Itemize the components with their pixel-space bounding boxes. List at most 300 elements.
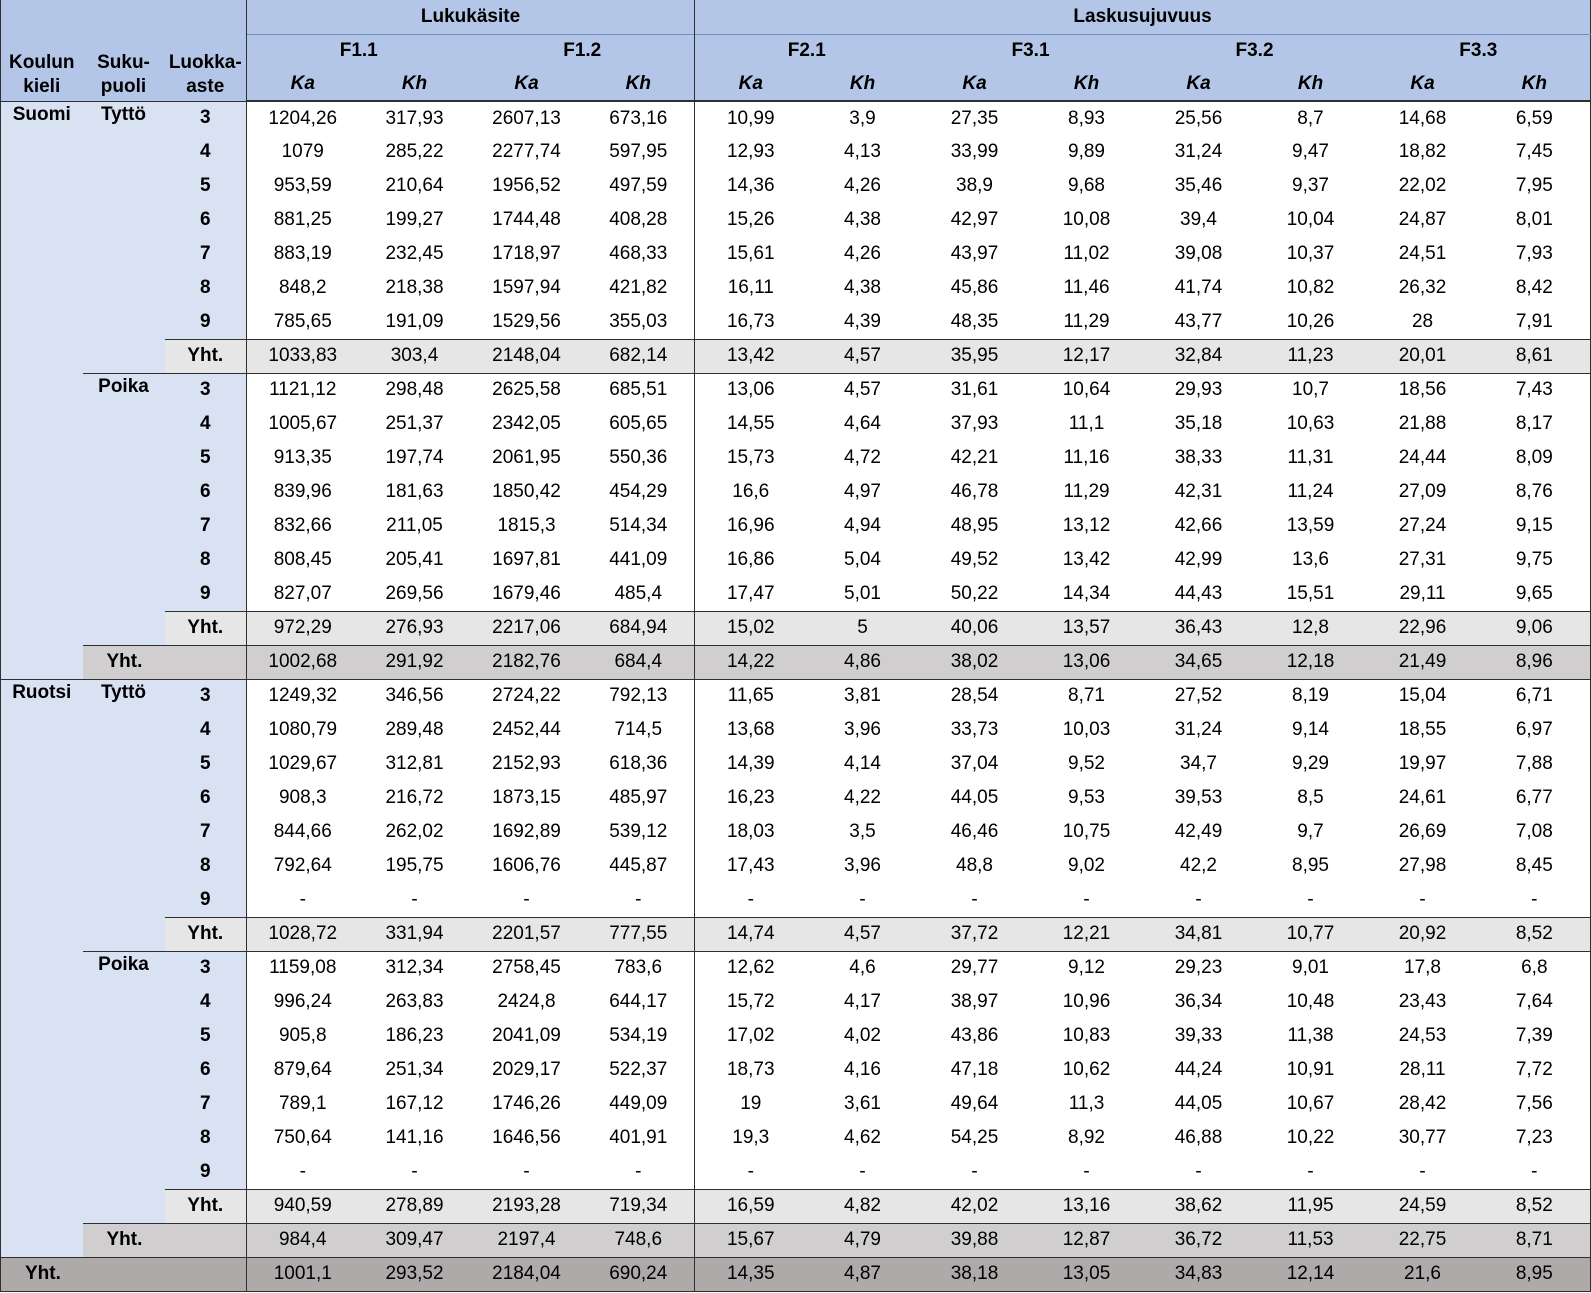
grade-cell: 4 (165, 135, 247, 169)
value-cell: 37,93 (950, 413, 999, 434)
value-cell: - (971, 888, 978, 910)
value-cell: 41,74 (1174, 277, 1223, 298)
grade-cell: 6 (165, 203, 247, 237)
value-cell: 13,68 (726, 719, 775, 740)
value-cell: 4,38 (844, 209, 881, 230)
value-cell: 49,64 (950, 1093, 999, 1114)
value-cell: 2607,13 (471, 101, 583, 135)
value-cell: 11,95 (1255, 1189, 1367, 1223)
value-cell: 4,94 (844, 515, 881, 536)
value-cell: 8,17 (1515, 413, 1553, 434)
value-cell: 10,91 (1286, 1059, 1335, 1080)
value-cell: 8,71 (1031, 679, 1143, 713)
header-grade-line1: Luokka- (168, 51, 242, 73)
value-cell: 312,34 (359, 951, 471, 985)
value-cell: 42,99 (1174, 549, 1223, 570)
table-row (1, 203, 1591, 237)
value-cell: 7,45 (1515, 141, 1553, 162)
value-cell: 2201,57 (471, 917, 583, 951)
value-cell: 4,87 (807, 1257, 919, 1291)
value-cell: 12,18 (1255, 645, 1367, 679)
value-cell: 1692,89 (492, 821, 561, 842)
value-cell: 684,4 (583, 645, 695, 679)
value-cell: 2193,28 (471, 1189, 583, 1223)
value-cell: 8,95 (1292, 855, 1329, 876)
header-grade (165, 0, 247, 101)
value-cell: 181,63 (385, 481, 444, 502)
value-cell: 38,18 (919, 1257, 1031, 1291)
value-cell: 13,12 (1062, 515, 1111, 536)
value-cell: 29,11 (1399, 582, 1446, 604)
value-cell: 42,66 (1174, 515, 1223, 536)
table-body (1, 101, 1591, 1291)
value-cell: 331,94 (359, 917, 471, 951)
value-cell: 7,95 (1515, 175, 1553, 196)
value-cell: 12,14 (1255, 1257, 1367, 1291)
value-cell: 211,05 (386, 515, 443, 536)
header-subtest-f3-3: F3.3 (1367, 34, 1591, 68)
value-cell: 4,62 (844, 1127, 881, 1148)
table-row (1, 815, 1591, 849)
value-cell: 15,72 (726, 991, 775, 1012)
value-cell: 26,69 (1398, 821, 1447, 842)
value-cell: 42,2 (1180, 855, 1217, 876)
value-cell: 8,96 (1479, 645, 1591, 679)
value-cell: 276,93 (359, 611, 471, 645)
value-cell: - (971, 1160, 978, 1182)
grade-cell: 7 (165, 815, 247, 849)
value-cell: 298,48 (359, 373, 471, 407)
value-cell: 1121,12 (247, 373, 359, 407)
language-total-row (1, 1223, 1591, 1257)
value-cell: 43,86 (950, 1025, 999, 1046)
value-cell: 1873,15 (492, 787, 561, 808)
value-cell: 35,46 (1174, 175, 1223, 196)
value-cell: - (1083, 888, 1090, 910)
value-cell: 9,53 (1068, 787, 1105, 808)
value-cell: 445,87 (583, 849, 695, 883)
value-cell: 24,51 (1398, 243, 1447, 264)
value-cell: 8,95 (1479, 1257, 1591, 1291)
value-cell: 827,07 (273, 582, 332, 604)
value-cell: 5,04 (844, 549, 881, 570)
table-row (1, 747, 1591, 781)
table-row (1, 271, 1591, 305)
subtotal-label: Yht. (165, 339, 247, 373)
value-cell: 293,52 (359, 1257, 471, 1291)
value-cell: 24,44 (1398, 447, 1447, 468)
value-cell: 251,34 (385, 1059, 444, 1080)
value-cell: 8,01 (1515, 209, 1553, 230)
table-row (1, 509, 1591, 543)
value-cell: 141,16 (385, 1127, 444, 1148)
value-cell: 497,59 (583, 169, 695, 203)
value-cell: 4,72 (844, 447, 881, 468)
value-cell: 8,42 (1515, 277, 1553, 298)
value-cell: 15,67 (695, 1223, 807, 1257)
value-cell: 42,21 (950, 447, 999, 468)
value-cell: 49,52 (950, 549, 999, 570)
value-cell: 984,4 (247, 1223, 359, 1257)
value-cell: 449,09 (583, 1087, 695, 1121)
value-cell: 48,8 (956, 855, 993, 876)
value-cell: 1029,67 (268, 753, 338, 774)
value-cell: 10,26 (1286, 310, 1335, 332)
value-cell: 16,23 (726, 787, 775, 808)
value-cell: 45,86 (950, 277, 999, 298)
header-group-lukukasite: Lukukäsite (247, 0, 695, 34)
value-cell: 13,05 (1031, 1257, 1143, 1291)
value-cell: 644,17 (583, 985, 695, 1019)
value-cell: 28 (1411, 310, 1434, 332)
value-cell: 16,11 (727, 277, 774, 298)
value-cell: 291,92 (359, 645, 471, 679)
value-cell: 2041,09 (492, 1025, 561, 1046)
value-cell: 11,31 (1287, 447, 1334, 468)
grade-cell: 8 (165, 1121, 247, 1155)
grade-cell: 9 (165, 1155, 247, 1189)
header-ka: Ka (695, 68, 807, 101)
value-cell: 1744,48 (492, 209, 561, 230)
value-cell: 3,61 (844, 1093, 881, 1114)
table-row (1, 305, 1591, 339)
value-cell: 8,5 (1297, 787, 1324, 808)
value-cell: 37,04 (950, 753, 999, 774)
value-cell: 13,42 (1062, 549, 1111, 570)
grade-cell: 7 (165, 237, 247, 271)
header-gender-line1: Suku- (97, 51, 150, 73)
value-cell: 205,41 (385, 549, 444, 570)
value-cell: 44,05 (1174, 1093, 1223, 1114)
value-cell: 9,02 (1068, 855, 1105, 876)
value-cell: 262,02 (385, 821, 444, 842)
value-cell: 20,92 (1367, 917, 1479, 951)
value-cell: 29,77 (919, 951, 1031, 985)
value-cell: 19 (740, 1093, 762, 1114)
value-cell: 15,61 (726, 243, 775, 264)
value-cell: 1718,97 (492, 243, 561, 264)
value-cell: 401,91 (583, 1121, 695, 1155)
value-cell: 1204,26 (247, 101, 359, 135)
value-cell: 6,77 (1515, 787, 1553, 808)
value-cell: 43,77 (1174, 310, 1223, 332)
value-cell: 16,73 (726, 310, 775, 332)
value-cell: 12,93 (726, 141, 775, 162)
value-cell: 783,6 (583, 951, 695, 985)
value-cell: - (747, 888, 754, 910)
value-cell: 28,42 (1398, 1093, 1447, 1114)
value-cell: 27,52 (1143, 679, 1255, 713)
value-cell: 522,37 (583, 1053, 695, 1087)
value-cell: 2758,45 (471, 951, 583, 985)
value-cell: 13,59 (1286, 515, 1335, 536)
table-row (1, 883, 1591, 917)
value-cell: 719,34 (583, 1189, 695, 1223)
value-cell: 1697,81 (492, 549, 561, 570)
value-cell: 4,6 (807, 951, 919, 985)
grade-cell: 5 (165, 441, 247, 475)
grade-cell: 8 (165, 849, 247, 883)
value-cell: 7,43 (1479, 373, 1591, 407)
subtotal-row (1, 339, 1591, 373)
value-cell: 12,87 (1031, 1223, 1143, 1257)
value-cell: 2342,05 (492, 413, 561, 434)
value-cell: 7,93 (1515, 243, 1553, 264)
value-cell: 1249,32 (247, 679, 359, 713)
header-group-laskusujuvuus: Laskusujuvuus (695, 0, 1591, 34)
value-cell: 2184,04 (471, 1257, 583, 1291)
grade-cell: 5 (165, 747, 247, 781)
language-total-label: Yht. (83, 1223, 247, 1257)
value-cell: 285,22 (385, 141, 444, 162)
value-cell: 9,65 (1515, 582, 1553, 604)
value-cell: 11,38 (1287, 1025, 1334, 1046)
value-cell: 1850,42 (492, 481, 561, 502)
value-cell: 2182,76 (471, 645, 583, 679)
value-cell: 15,04 (1367, 679, 1479, 713)
value-cell: 11,29 (1063, 310, 1110, 332)
value-cell: 539,12 (583, 815, 695, 849)
value-cell: 6,59 (1479, 101, 1591, 135)
value-cell: 441,09 (583, 543, 695, 577)
value-cell: 4,14 (844, 753, 881, 774)
value-cell: 485,97 (583, 781, 695, 815)
table-row (1, 951, 1591, 985)
value-cell: 38,62 (1143, 1189, 1255, 1223)
value-cell: 3,96 (844, 719, 881, 740)
value-cell: 10,04 (1286, 209, 1335, 230)
value-cell: - (583, 1155, 695, 1189)
subtotal-label: Yht. (165, 611, 247, 645)
grade-cell: 9 (165, 305, 247, 339)
value-cell: 4,17 (844, 991, 881, 1012)
value-cell: 4,57 (807, 917, 919, 951)
header-school-language-line2: kieli (23, 75, 61, 97)
value-cell: 1646,56 (492, 1127, 561, 1148)
value-cell: 10,48 (1286, 991, 1335, 1012)
table-row (1, 373, 1591, 407)
value-cell: 16,59 (695, 1189, 807, 1223)
value-cell: 42,49 (1174, 821, 1223, 842)
table-row (1, 577, 1591, 611)
language-total-label: Yht. (83, 645, 247, 679)
header-subtest-f1-1: F1.1 (247, 34, 471, 68)
value-cell: 15,51 (1286, 582, 1335, 604)
value-cell: 263,83 (385, 991, 444, 1012)
value-cell: 7,39 (1515, 1025, 1553, 1046)
table-header (1, 0, 1591, 101)
value-cell: 32,84 (1143, 339, 1255, 373)
value-cell: 197,74 (385, 447, 444, 468)
header-kh: Kh (1031, 68, 1143, 101)
value-cell: 1028,72 (247, 917, 359, 951)
header-ka: Ka (1367, 68, 1479, 101)
value-cell: 6,71 (1479, 679, 1591, 713)
value-cell: 14,74 (695, 917, 807, 951)
value-cell: 24,59 (1367, 1189, 1479, 1223)
value-cell: 10,77 (1255, 917, 1367, 951)
value-cell: - (1307, 1160, 1314, 1182)
value-cell: 210,64 (385, 175, 444, 196)
value-cell: 789,1 (278, 1093, 327, 1114)
value-cell: 43,97 (950, 243, 999, 264)
value-cell: 21,6 (1367, 1257, 1479, 1291)
value-cell: 35,18 (1174, 413, 1223, 434)
value-cell: 14,35 (695, 1257, 807, 1291)
value-cell: 10,83 (1062, 1025, 1111, 1046)
grade-cell: 4 (165, 407, 247, 441)
value-cell: 7,64 (1515, 991, 1553, 1012)
value-cell: 13,06 (1031, 645, 1143, 679)
value-cell: 27,35 (919, 101, 1031, 135)
subtotal-label: Yht. (165, 1189, 247, 1223)
value-cell: 191,09 (385, 310, 444, 332)
table-row (1, 135, 1591, 169)
value-cell: 50,22 (950, 582, 999, 604)
value-cell: 27,24 (1398, 515, 1447, 536)
table-row (1, 407, 1591, 441)
value-cell: 35,95 (919, 339, 1031, 373)
value-cell: 10,82 (1286, 277, 1335, 298)
header-subtest-f2-1: F2.1 (695, 34, 919, 68)
value-cell: 1815,3 (497, 515, 556, 536)
value-cell: 29,93 (1143, 373, 1255, 407)
value-cell: 54,25 (950, 1127, 999, 1148)
value-cell: - (747, 1160, 754, 1182)
table-row (1, 781, 1591, 815)
value-cell: 4,26 (844, 175, 881, 196)
table-row (1, 1155, 1591, 1189)
value-cell: 10,63 (1286, 413, 1335, 434)
value-cell: 9,06 (1479, 611, 1591, 645)
value-cell: 10,08 (1062, 209, 1111, 230)
grade-cell: 3 (165, 679, 247, 713)
value-cell: 4,26 (844, 243, 881, 264)
value-cell: 14,68 (1367, 101, 1479, 135)
value-cell: 2217,06 (471, 611, 583, 645)
value-cell: 11,46 (1063, 277, 1110, 298)
value-cell: 8,93 (1031, 101, 1143, 135)
value-cell: 48,95 (950, 515, 999, 536)
value-cell: 4,16 (844, 1059, 881, 1080)
value-cell: 47,18 (950, 1059, 999, 1080)
value-cell: 14,34 (1062, 582, 1111, 604)
value-cell: 4,57 (807, 339, 919, 373)
value-cell: 2152,93 (492, 753, 561, 774)
value-cell: 17,02 (726, 1025, 775, 1046)
grand-total-row (1, 1257, 1591, 1291)
value-cell: - (1531, 888, 1538, 910)
value-cell: 7,23 (1515, 1127, 1553, 1148)
value-cell: 39,53 (1174, 787, 1223, 808)
value-cell: 8,76 (1515, 481, 1553, 502)
value-cell: 40,06 (919, 611, 1031, 645)
value-cell: 27,09 (1398, 481, 1447, 502)
value-cell: 883,19 (273, 243, 332, 264)
value-cell: - (299, 1160, 306, 1182)
value-cell: 3,9 (807, 101, 919, 135)
value-cell: 1159,08 (247, 951, 359, 985)
value-cell: 10,67 (1286, 1093, 1335, 1114)
value-cell: 11,16 (1063, 447, 1110, 468)
value-cell: 218,38 (385, 277, 444, 298)
value-cell: 1597,94 (492, 277, 561, 298)
value-cell: - (583, 883, 695, 917)
value-cell: 2061,95 (492, 447, 561, 468)
value-cell: 2197,4 (471, 1223, 583, 1257)
value-cell: 34,7 (1180, 753, 1217, 774)
table-row (1, 1087, 1591, 1121)
grade-cell: 6 (165, 1053, 247, 1087)
value-cell: 9,29 (1292, 753, 1329, 774)
value-cell: 1079 (281, 141, 324, 162)
grade-cell: 3 (165, 101, 247, 135)
value-cell: 10,99 (695, 101, 807, 135)
value-cell: 3,96 (844, 855, 881, 876)
header-gender (83, 0, 165, 101)
value-cell: 30,77 (1398, 1127, 1447, 1148)
value-cell: 15,02 (695, 611, 807, 645)
value-cell: 7,91 (1515, 310, 1553, 332)
value-cell: 28,11 (1399, 1059, 1446, 1080)
value-cell: 9,89 (1068, 141, 1105, 162)
value-cell: 8,61 (1479, 339, 1591, 373)
value-cell: 39,08 (1174, 243, 1223, 264)
value-cell: 4,64 (844, 413, 881, 434)
table-row (1, 543, 1591, 577)
value-cell: 34,65 (1143, 645, 1255, 679)
value-cell: - (411, 888, 418, 910)
value-cell: 1001,1 (247, 1257, 359, 1291)
value-cell: 550,36 (583, 441, 695, 475)
value-cell: 17,47 (726, 582, 775, 604)
value-cell: 485,4 (583, 577, 695, 611)
value-cell: 167,12 (385, 1093, 444, 1114)
value-cell: 8,09 (1515, 447, 1553, 468)
value-cell: 11,3 (1068, 1093, 1105, 1114)
value-cell: 832,66 (273, 515, 332, 536)
value-cell: 848,2 (278, 277, 327, 298)
header-grade-line2: aste (186, 75, 225, 97)
value-cell: 4,86 (807, 645, 919, 679)
value-cell: 13,42 (695, 339, 807, 373)
value-cell: 468,33 (583, 237, 695, 271)
header-ka: Ka (1143, 68, 1255, 101)
value-cell: 10,7 (1255, 373, 1367, 407)
value-cell: 1080,79 (268, 719, 338, 740)
value-cell: 346,56 (359, 679, 471, 713)
value-cell: 6,8 (1479, 951, 1591, 985)
value-cell: 605,65 (583, 407, 695, 441)
value-cell: 8,52 (1479, 1189, 1591, 1223)
value-cell: 5,01 (844, 582, 881, 604)
value-cell: 4,13 (844, 141, 881, 162)
value-cell: 682,14 (583, 339, 695, 373)
value-cell: 12,17 (1031, 339, 1143, 373)
value-cell: 2625,58 (471, 373, 583, 407)
value-cell: 9,47 (1292, 141, 1329, 162)
header-subtest-f1-2: F1.2 (471, 34, 695, 68)
value-cell: 7,08 (1515, 821, 1553, 842)
subtotal-row (1, 917, 1591, 951)
value-cell: 2148,04 (471, 339, 583, 373)
value-cell: 748,6 (583, 1223, 695, 1257)
value-cell: 7,72 (1515, 1059, 1553, 1080)
grand-total-label: Yht. (1, 1257, 247, 1291)
value-cell: 9,12 (1031, 951, 1143, 985)
value-cell: 33,99 (950, 141, 999, 162)
grade-cell: 4 (165, 985, 247, 1019)
